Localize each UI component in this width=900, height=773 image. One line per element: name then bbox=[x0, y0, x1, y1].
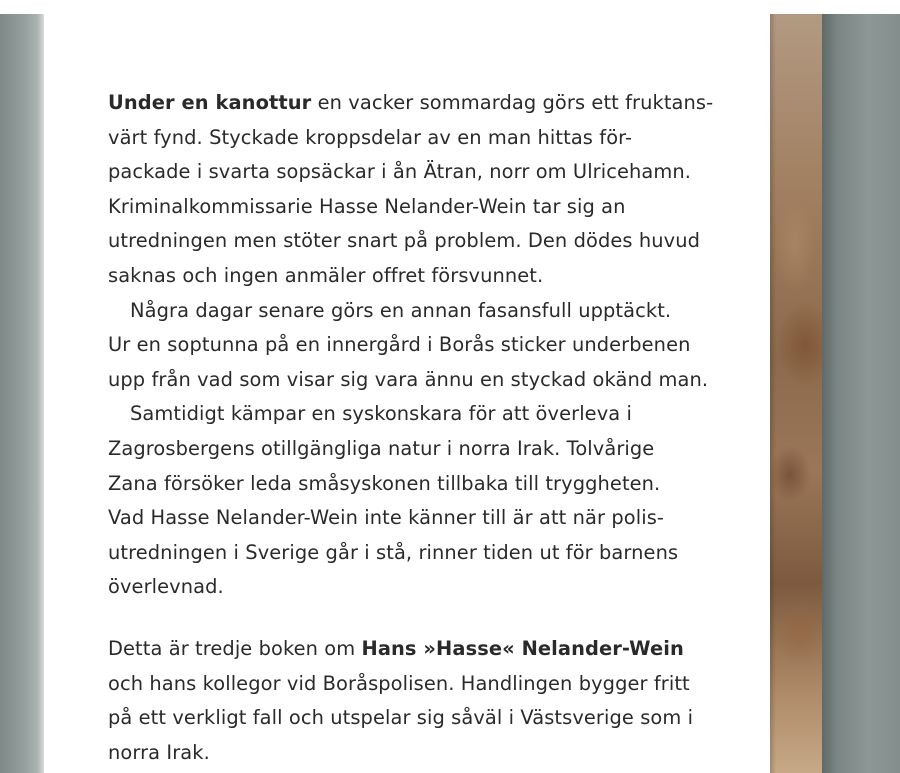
blurb-line: norra Irak. bbox=[108, 740, 210, 764]
blurb-line bbox=[108, 632, 748, 667]
lead-in-bold: Under en kanottur bbox=[108, 91, 312, 114]
blurb-line: Zagrosbergens otillgängliga natur i norra Irak. Tolvårige bbox=[108, 436, 655, 460]
blurb-line: utredningen men stöter snart på problem. Den dödes huvud bbox=[108, 229, 701, 253]
series-name-bold: Hans »Hasse« Nelander-Wein bbox=[361, 636, 684, 660]
blurb-line: Vad Hasse Nelander-Wein inte känner till är att när polis- bbox=[108, 506, 664, 530]
scan-right-edge bbox=[822, 14, 900, 773]
blurb-paragraph-1 bbox=[108, 86, 748, 294]
cover-photo-shadow bbox=[770, 14, 776, 773]
blurb-line: överlevnad. bbox=[108, 575, 224, 599]
blurb-paragraph-3 bbox=[108, 397, 748, 605]
blurb-line: Samtidigt kämpar en syskonskara för att överleva i bbox=[130, 402, 633, 426]
blurb-paragraph-4 bbox=[108, 632, 748, 770]
scan-left-edge bbox=[0, 14, 44, 773]
blurb-paragraph-2 bbox=[108, 294, 748, 398]
blurb-line: Zana försöker leda småsyskonen tillbaka till tryggheten. bbox=[108, 471, 661, 495]
blurb-line: packade i svarta sopsäckar i ån Ätran, norr om Ulricehamn. bbox=[108, 160, 692, 184]
blurb-line: upp från vad som visar sig vara ännu en styckad okänd man. bbox=[108, 367, 709, 391]
blurb-line: Några dagar senare görs en annan fasansfull upptäckt. bbox=[130, 298, 672, 322]
blurb-text bbox=[108, 86, 748, 770]
blurb-line: utredningen i Sverige går i stå, rinner tiden ut för barnens bbox=[108, 540, 679, 564]
cover-photo-strip bbox=[770, 14, 822, 773]
blurb-line bbox=[108, 86, 748, 121]
blurb-line: värt fynd. Styckade kroppsdelar av en man hittas för- bbox=[108, 125, 633, 149]
blurb-line: Ur en soptunna på en innergård i Borås sticker underbenen bbox=[108, 333, 691, 357]
blurb-line: saknas och ingen anmäler offret försvunnet. bbox=[108, 263, 544, 287]
blurb-line: och hans kollegor vid Boråspolisen. Handlingen bygger fritt bbox=[108, 671, 690, 695]
line-text: Detta är tredje boken om bbox=[108, 636, 362, 660]
paragraph-gap bbox=[108, 605, 748, 632]
blurb-line: på ett verkligt fall och utspelar sig såväl i Västsverige som i bbox=[108, 706, 694, 730]
line-text: en vacker sommardag görs ett fruktans- bbox=[311, 91, 714, 114]
blurb-line: Kriminalkommissarie Hasse Nelander-Wein tar sig an bbox=[108, 194, 626, 218]
scan-top-margin bbox=[0, 0, 900, 14]
